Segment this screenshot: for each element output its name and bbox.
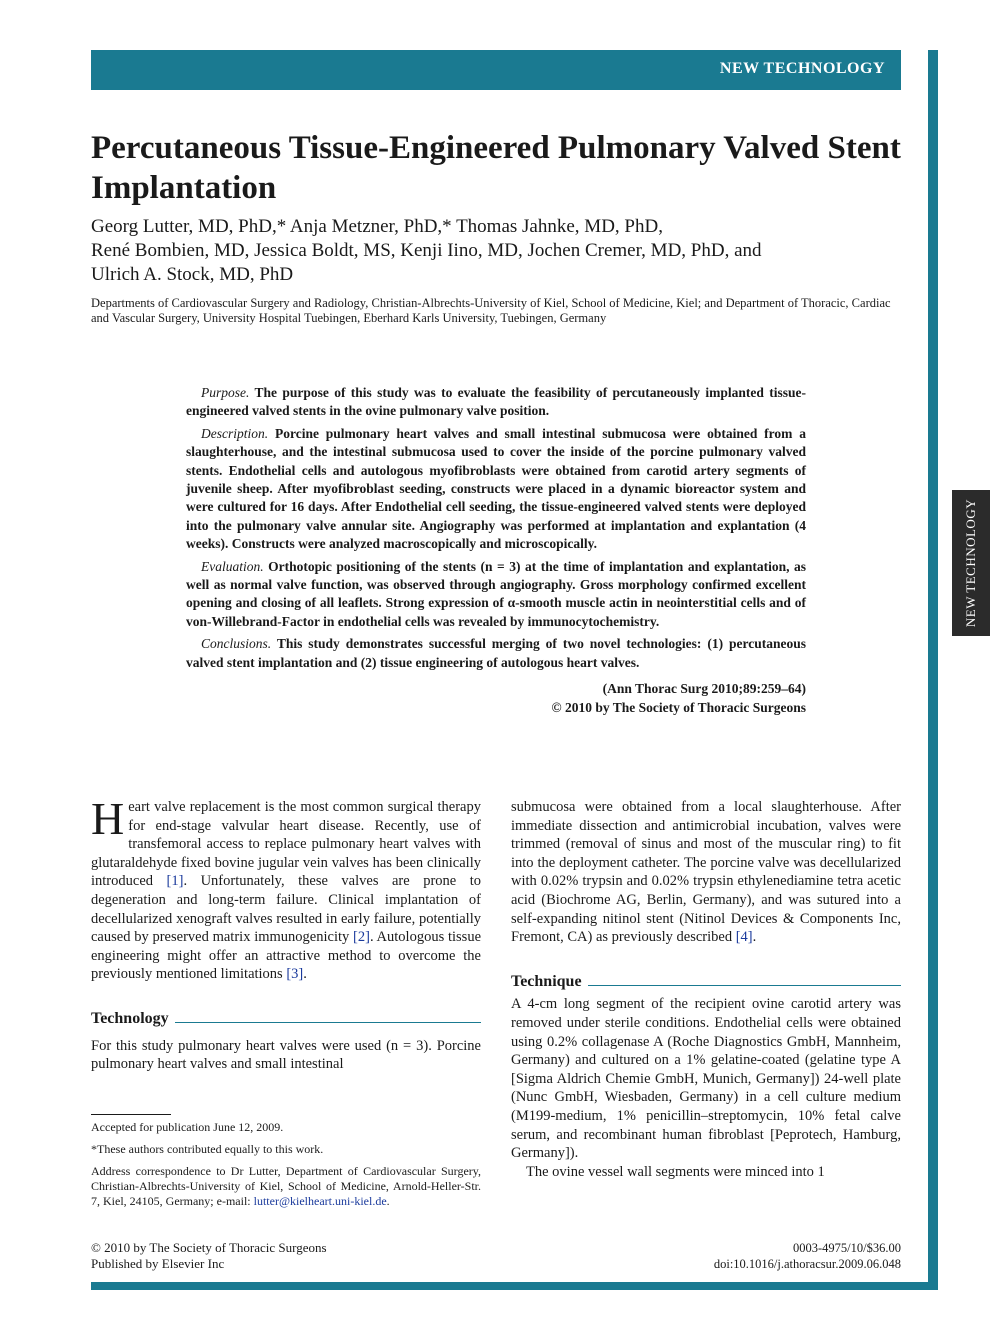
footer-doi: doi:10.1016/j.athoracsur.2009.06.048 bbox=[713, 1257, 901, 1271]
footer-publisher: Published by Elsevier Inc bbox=[91, 1256, 225, 1271]
footnote-address: Address correspondence to Dr Lutter, Department of Cardiovascular Surgery, Christian-Albrechts-University of Kiel, School of Medicine, Arnold-Heller-Str. 7, Kiel, 24105, Germany; e-mail: lutter@kielheart.uni-kiel.de. bbox=[91, 1164, 481, 1208]
footer-issn: 0003-4975/10/$36.00 bbox=[793, 1241, 901, 1255]
reference-link[interactable]: [3] bbox=[286, 966, 304, 983]
abstract-label: Description. bbox=[201, 425, 269, 441]
abstract-copyright: © 2010 by The Society of Thoracic Surgeons bbox=[551, 699, 806, 715]
section-heading-technology: Technology bbox=[91, 1010, 481, 1029]
abstract-description: Description. Porcine pulmonary heart valves and small intestinal submucosa were obtained from a slaughterhouse, and the intestinal submucosa used to cover the inside of the porcine pulmonary valved stents. Endothelial cells and autologous myofibroblasts were obtained from carotid artery segments of juvenile sheep. After myofibroblast seeding, constructs were placed in a dynamic bioreactor system and were cultured for 16 days. After Endothelial cell seeding, the tissue-engineered valved stents were deployed into the pulmonary valve annular site. Angiography was performed at implantation and explantation (4 weeks). Constructs were analyzed macroscopically and microscopically. bbox=[186, 425, 806, 552]
abstract-label: Purpose. bbox=[201, 385, 250, 400]
section-header-bar bbox=[91, 50, 901, 90]
section-label: NEW TECHNOLOGY bbox=[719, 60, 885, 77]
footnote-equal-contribution: *These authors contributed equally to this work. bbox=[91, 1142, 324, 1156]
abstract-label: Evaluation. bbox=[201, 558, 264, 574]
abstract-conclusions: Conclusions. This study demonstrates successful merging of two novel technologies: (1) percutaneous valved stent implantation and (2) tissue engineering of autologous heart valves. bbox=[186, 636, 807, 670]
footnote-divider bbox=[91, 1114, 171, 1115]
right-accent-stripe bbox=[928, 50, 938, 1290]
journal-citation: (Ann Thorac Surg 2010;89:259–64) bbox=[602, 681, 806, 697]
citation-block bbox=[186, 680, 806, 717]
intro-paragraph: Heart valve replacement is the most common surgical therapy for end-stage valvular heart disease. Recently, use of transfemoral access to replace pulmonary heart valves with glutaraldehyde fixed bovine jugular vein valves has been clinically introduced [1]. Unfortunately, these valves are prone to degeneration and long-term failure. Clinical implantation of decellularized xenograft valves resulted in early failure, potentially caused by preserved matrix immunogenicity [2]. Autologous tissue engineering might offer an attractive method to overcome the previously mentioned limitations [3]. bbox=[91, 793, 482, 983]
article-title: Percutaneous Tissue-Engineered Pulmonary Valved Stent Implantation bbox=[91, 130, 901, 206]
footnote-accepted: Accepted for publication June 12, 2009. bbox=[91, 1120, 284, 1134]
technique-paragraph: A 4-cm long segment of the recipient ovine carotid artery was removed under sterile conditions. Endothelial cells were obtained using 0.2% collagenase A (Roche Diagnostics GmbH, Mannheim, Germany) and cultured on a 1% gelatine-coated (gelatine type A [Sigma Aldrich Chemie GmbH, Munich, Germany]) 24-well plate (Nunc GmbH, Wiesbaden, Germany) in a cell culture medium (M199-medium, 1% penicillin–streptomycin, 10% fetal calve serum, and recombinant human fibroblast [Peprotech, Hamburg, Germany]). bbox=[511, 996, 901, 1162]
abstract bbox=[186, 384, 806, 717]
body-column-left bbox=[91, 793, 482, 1074]
abstract-evaluation: Evaluation. Orthotopic positioning of the stents (n = 3) at the time of implantation and explantation, as well as normal valve function, was observed through angiography. Gross morphology confirmed excellent opening and closing of all leaflets. Strong expression of α-smooth muscle actin in neointerstitial cells and of von-Willebrand-Factor in endothelial cells was revealed by immunocytochemistry. bbox=[186, 558, 807, 629]
footer-right bbox=[600, 1240, 901, 1272]
author-line: Ulrich A. Stock, MD, PhD bbox=[91, 264, 294, 285]
email-link[interactable]: lutter@kielheart.uni-kiel.de bbox=[253, 1194, 387, 1208]
bottom-accent-stripe bbox=[91, 1282, 938, 1290]
reference-link[interactable]: [4] bbox=[735, 929, 753, 946]
side-section-tab bbox=[952, 490, 990, 636]
technology-paragraph: For this study pulmonary heart valves were used (n = 3). Porcine pulmonary heart valves and small intestinal bbox=[91, 1037, 481, 1073]
author-line: René Bombien, MD, Jessica Boldt, MS, Kenji Iino, MD, Jochen Cremer, MD, PhD, and bbox=[91, 240, 762, 261]
reference-link[interactable]: [2] bbox=[353, 929, 370, 946]
body-paragraph: submucosa were obtained from a local slaughterhouse. After immediate dissection and antimicrobial incubation, valves were trimmed (removal of sinus and most of the muscular ring) to fit into the deployment catheter. The porcine valve was decellularized with 0.02% trypsin and 0.02% trypsin ethylenediamine tetra acetic acid (Biochrome AG, Berlin, Germany), and was sutured into a self-expanding nitinol stent (Nitinol Devices & Components Inc, Fremont, CA) as previously described [4]. bbox=[511, 799, 901, 946]
technique-paragraph: The ovine vessel wall segments were minced into 1 bbox=[526, 1163, 825, 1180]
abstract-label: Conclusions. bbox=[201, 636, 272, 652]
section-heading-technique: Technique bbox=[511, 973, 901, 992]
reference-link[interactable]: [1] bbox=[166, 873, 184, 890]
side-tab-label: NEW TECHNOLOGY bbox=[963, 498, 978, 628]
author-list bbox=[91, 215, 906, 287]
drop-cap: H bbox=[91, 793, 125, 844]
heading-rule bbox=[175, 1022, 481, 1023]
footer-copyright: © 2010 by The Society of Thoracic Surgeons bbox=[91, 1240, 327, 1255]
body-column-right bbox=[511, 798, 901, 1181]
abstract-purpose: Purpose. The purpose of this study was to evaluate the feasibility of percutaneously implanted tissue-engineered valved stents in the ovine pulmonary valve position. bbox=[186, 385, 806, 419]
affiliations: Departments of Cardiovascular Surgery and Radiology, Christian-Albrechts-University of Kiel, School of Medicine, Kiel; and Department of Thoracic, Cardiac and Vascular Surgery, University Hospital Tuebingen, Eberhard Karls University, Tuebingen, Germany bbox=[91, 296, 891, 325]
footer-left bbox=[91, 1240, 327, 1272]
author-line: Georg Lutter, MD, PhD,* Anja Metzner, PhD,* Thomas Jahnke, MD, PhD, bbox=[91, 216, 663, 237]
footnotes bbox=[91, 1120, 481, 1216]
heading-rule bbox=[588, 985, 901, 986]
